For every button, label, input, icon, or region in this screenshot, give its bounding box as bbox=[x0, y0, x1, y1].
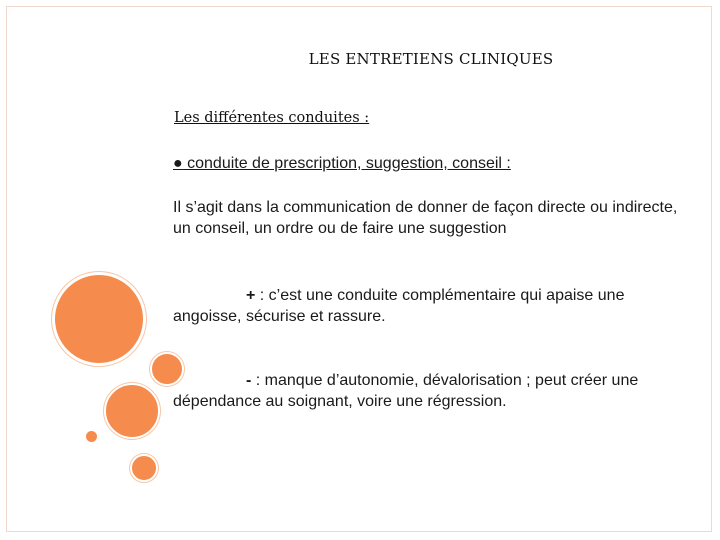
bullet-icon: ● bbox=[173, 155, 183, 172]
plus-sign: + bbox=[246, 287, 256, 304]
decorative-circle-tiny bbox=[86, 431, 97, 442]
definition-paragraph: Il s’agit dans la communication de donner de façon directe ou indirecte, un conseil, un ordre ou de faire une suggestion bbox=[173, 199, 678, 237]
negative-text: : manque d’autonomie, dévalorisation ; peut créer une dépendance au soignant, voire une régression. bbox=[173, 372, 639, 410]
decorative-circle-large bbox=[52, 272, 146, 366]
decorative-circle-small-bottom bbox=[130, 454, 158, 482]
slide-frame bbox=[6, 6, 712, 532]
bullet-heading bbox=[173, 153, 683, 174]
section-subtitle: Les différentes conduites : bbox=[174, 110, 370, 126]
decorative-circle-medium bbox=[104, 383, 160, 439]
bullet-text: conduite de prescription, suggestion, conseil : bbox=[182, 155, 511, 172]
slide-title: LES ENTRETIENS CLINIQUES bbox=[308, 50, 554, 68]
positive-paragraph bbox=[173, 285, 683, 327]
negative-paragraph bbox=[173, 370, 683, 412]
minus-sign: - bbox=[246, 372, 252, 389]
positive-text: : c’est une conduite complémentaire qui apaise une angoisse, sécurise et rassure. bbox=[173, 287, 625, 325]
